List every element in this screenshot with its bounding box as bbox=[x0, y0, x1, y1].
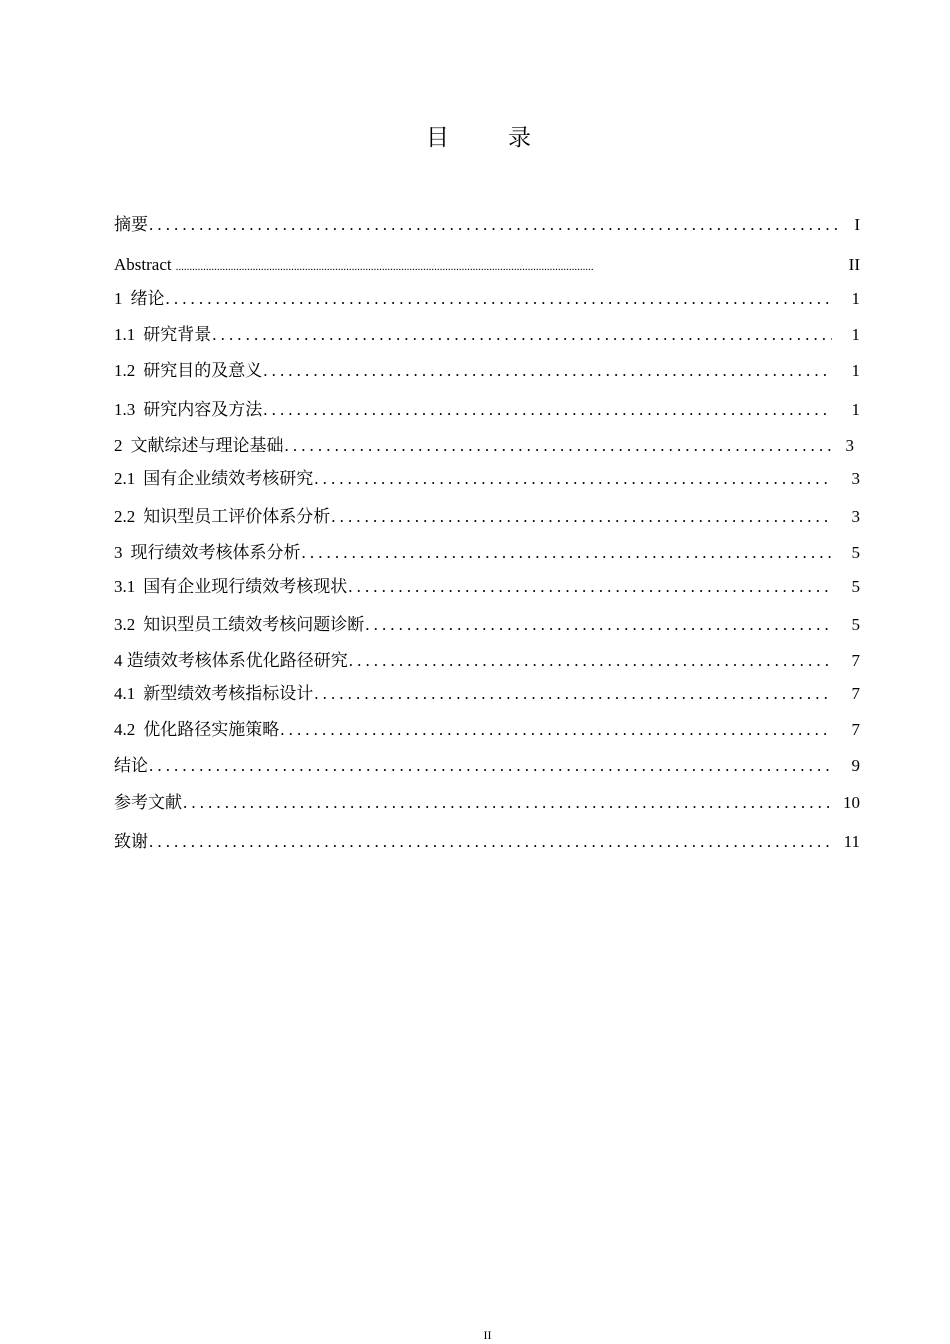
toc-entry-number: 3.1 bbox=[114, 577, 136, 596]
toc-entry-number: 4.2 bbox=[114, 720, 136, 739]
toc-entry-2[interactable] bbox=[114, 434, 854, 458]
toc-entry-page: 11 bbox=[843, 832, 860, 851]
toc-entry-number: 3.2 bbox=[114, 615, 136, 634]
toc-entry-page: 5 bbox=[851, 615, 860, 634]
toc-entry-page: 7 bbox=[851, 720, 860, 739]
toc-entry-label: 4 造绩效考核体系优化路径研究 bbox=[114, 651, 348, 670]
dot-leader bbox=[349, 649, 832, 673]
toc-entry-acknowledgements[interactable] bbox=[114, 830, 860, 854]
toc-entry-page: 1 bbox=[851, 361, 860, 380]
dot-leader bbox=[302, 541, 833, 565]
toc-entry-conclusion[interactable] bbox=[114, 754, 860, 778]
toc-entry-1-3[interactable] bbox=[114, 398, 860, 422]
toc-entry-page: 5 bbox=[851, 577, 860, 596]
toc-entry-text: 知识型员工绩效考核问题诊断 bbox=[143, 615, 365, 634]
toc-entry-page: 1 bbox=[851, 325, 860, 344]
toc-entry-text: 研究目的及意义 bbox=[143, 361, 263, 380]
toc-entry-label bbox=[114, 467, 313, 491]
toc-entry-label bbox=[114, 575, 347, 599]
toc-entry-page: 1 bbox=[851, 289, 860, 308]
toc-entry-label bbox=[114, 613, 364, 637]
toc-entry-label bbox=[114, 359, 262, 383]
toc-entry-page: 10 bbox=[843, 793, 860, 812]
dot-leader bbox=[183, 791, 829, 815]
toc-entry-text: 研究背景 bbox=[143, 325, 212, 344]
toc-entry-1-2[interactable] bbox=[114, 359, 860, 383]
toc-entry-page: 7 bbox=[851, 684, 860, 703]
toc-entry-text: 国有企业绩效考核研究 bbox=[143, 469, 314, 488]
toc-entry-1-1[interactable] bbox=[114, 323, 860, 347]
toc-entry-text: 研究内容及方法 bbox=[143, 400, 263, 419]
dot-leader bbox=[149, 754, 832, 778]
toc-entry-number: 2.1 bbox=[114, 469, 136, 488]
dot-leader bbox=[149, 213, 840, 237]
toc-entry-3-1[interactable] bbox=[114, 575, 860, 599]
toc-entry-page: 9 bbox=[851, 756, 860, 775]
toc-entry-page: I bbox=[854, 215, 860, 234]
toc-entry-number: 2.2 bbox=[114, 507, 136, 526]
dot-leader bbox=[285, 434, 835, 458]
toc-entry-label bbox=[114, 505, 330, 529]
toc-entry-page: 1 bbox=[851, 400, 860, 419]
dot-leader bbox=[331, 505, 832, 529]
toc-entry-page: 3 bbox=[845, 436, 854, 455]
toc-entry-1[interactable] bbox=[114, 287, 860, 311]
toc-entry-2-1[interactable] bbox=[114, 467, 860, 491]
toc-entry-abstract-en[interactable] bbox=[114, 253, 860, 277]
dot-leader bbox=[348, 575, 832, 599]
toc-entry-label bbox=[114, 541, 301, 565]
toc-entry-page: 3 bbox=[851, 469, 860, 488]
toc-entry-3-2[interactable] bbox=[114, 613, 860, 637]
dot-leader bbox=[176, 255, 840, 279]
dot-leader bbox=[314, 682, 832, 706]
toc-entry-page: 3 bbox=[851, 507, 860, 526]
toc-entry-label: 摘要 bbox=[114, 215, 148, 234]
toc-entry-label: 参考文献 bbox=[114, 793, 182, 812]
toc-entry-3[interactable] bbox=[114, 541, 860, 565]
page-number: II bbox=[483, 1328, 492, 1342]
toc-entry-page: 7 bbox=[851, 651, 860, 670]
toc-entry-label: Abstract bbox=[114, 255, 172, 274]
toc-entry-label bbox=[114, 287, 165, 311]
toc-entry-label bbox=[114, 323, 211, 347]
toc-entry-references[interactable] bbox=[114, 791, 860, 815]
toc-entry-text: 新型绩效考核指标设计 bbox=[143, 684, 314, 703]
page-title: 目 录 bbox=[426, 125, 549, 151]
toc-entry-text: 知识型员工评价体系分析 bbox=[143, 507, 331, 526]
toc-entry-4[interactable] bbox=[114, 649, 860, 673]
toc-entry-abstract-cn[interactable] bbox=[114, 213, 860, 237]
toc-entry-label bbox=[114, 434, 284, 458]
table-of-contents bbox=[114, 0, 860, 900]
toc-entry-4-2[interactable] bbox=[114, 718, 860, 742]
toc-entry-text: 现行绩效考核体系分析 bbox=[130, 543, 301, 562]
toc-entry-number: 1.1 bbox=[114, 325, 136, 344]
dot-leader bbox=[263, 398, 832, 422]
toc-entry-number: 4.1 bbox=[114, 684, 136, 703]
dot-leader bbox=[212, 323, 832, 347]
dot-leader bbox=[149, 830, 830, 854]
toc-entry-number: 1.2 bbox=[114, 361, 136, 380]
toc-entry-number: 1.3 bbox=[114, 400, 136, 419]
toc-entry-text: 绪论 bbox=[130, 289, 165, 308]
toc-entry-number: 1 bbox=[114, 289, 123, 308]
toc-entry-text: 优化路径实施策略 bbox=[143, 720, 280, 739]
toc-entry-label: 结论 bbox=[114, 756, 148, 775]
toc-entry-2-2[interactable] bbox=[114, 505, 860, 529]
toc-entry-page: 5 bbox=[851, 543, 860, 562]
toc-entry-label bbox=[114, 682, 313, 706]
toc-entry-number: 3 bbox=[114, 543, 123, 562]
toc-entry-label bbox=[114, 398, 262, 422]
dot-leader bbox=[314, 467, 832, 491]
dot-leader bbox=[365, 613, 832, 637]
toc-entry-label bbox=[114, 718, 279, 742]
dot-leader bbox=[166, 287, 833, 311]
toc-entry-number: 2 bbox=[114, 436, 123, 455]
toc-entry-4-1[interactable] bbox=[114, 682, 860, 706]
dot-leader bbox=[263, 359, 832, 383]
toc-entry-text: 文献综述与理论基础 bbox=[130, 436, 284, 455]
toc-entry-label: 致谢 bbox=[114, 832, 148, 851]
toc-entry-page: II bbox=[848, 255, 860, 274]
dot-leader bbox=[280, 718, 832, 742]
toc-entry-text: 国有企业现行绩效考核现状 bbox=[143, 577, 348, 596]
